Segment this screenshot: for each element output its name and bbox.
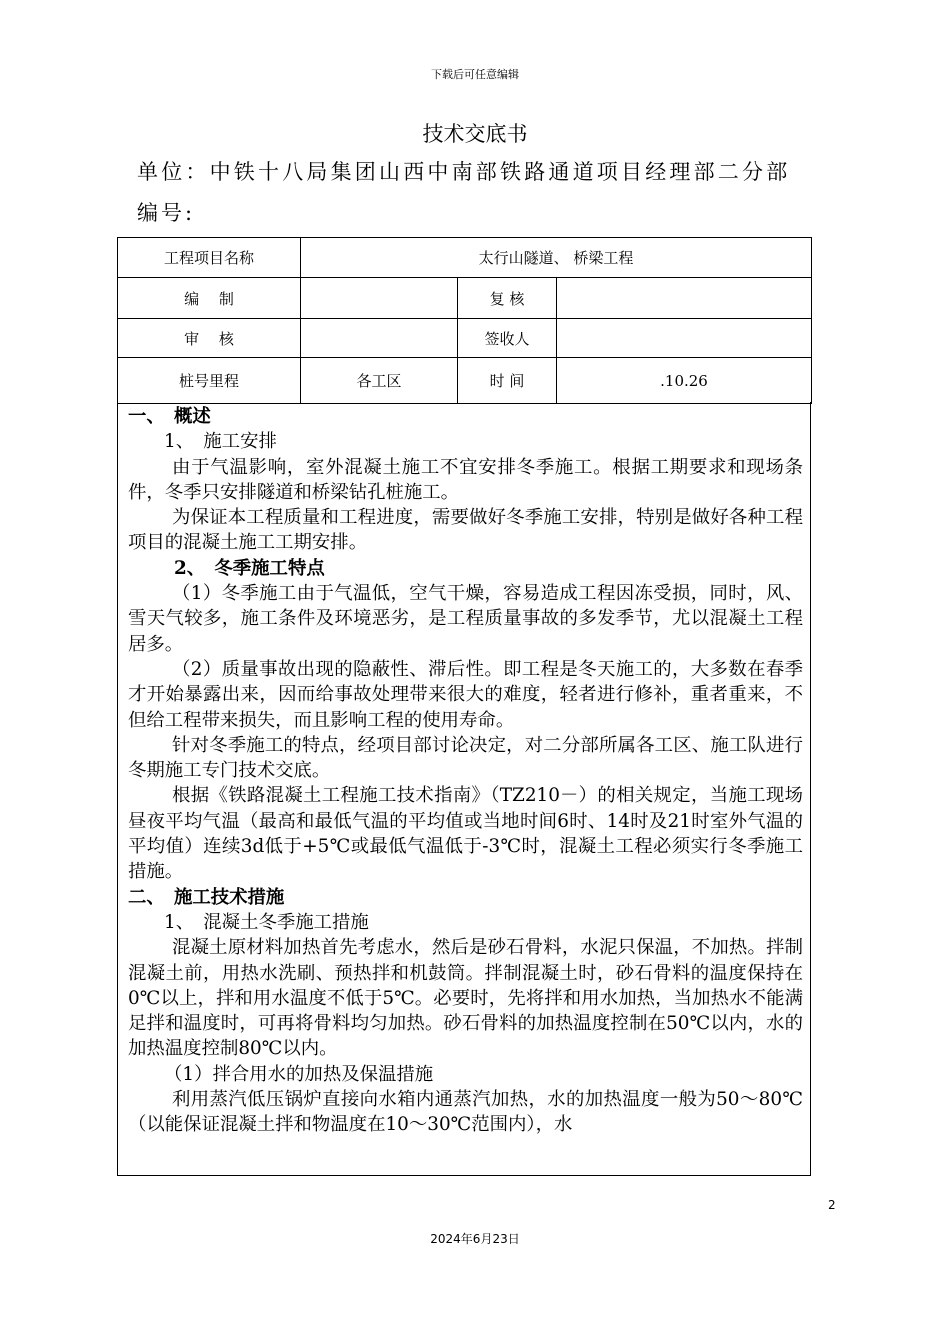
header-note: 下载后可任意编辑	[431, 68, 519, 81]
paragraph: 针对冬季施工的特点，经项目部讨论决定，对二分部所属各工区、施工队进行冬期施工专门技术交底。	[128, 734, 803, 782]
project-name-value: 太行山隧道、 桥梁工程	[301, 238, 812, 278]
section-heading: 一、 概述	[128, 406, 211, 427]
document-title: 技术交底书	[422, 122, 528, 146]
subsection-heading: 1、 混凝土冬季施工措施	[164, 911, 369, 933]
reviewed-by-label: 复 核	[458, 278, 557, 319]
footer-date: 2024年6月23日	[430, 1232, 520, 1246]
table-row	[118, 319, 812, 358]
paragraph: （1）冬季施工由于气温低，空气干燥，容易造成工程因冻受损，同时，风、雪天气较多，施工条件及环境恶劣，是工程质量事故的多发季节，尤以混凝土工程居多。	[128, 583, 803, 655]
paragraph: 根据《铁路混凝土工程施工技术指南》（TZ210－）的相关规定，当施工现场昼夜平均气温（最高和最低气温的平均值或当地时间6时、14时及21时室外气温的平均值）连续3d低于+5℃或最低气温低于-3℃时，混凝土工程必须实行冬季施工措施。	[128, 785, 803, 883]
paragraph: 为保证本工程质量和工程进度，需要做好冬季施工安排，特别是做好各种工程项目的混凝土施工工期安排。	[128, 507, 803, 554]
date-label: 时 间	[458, 358, 557, 404]
table-row	[118, 238, 812, 278]
reviewed-by-value	[557, 278, 812, 319]
mileage-value: 各工区	[301, 358, 458, 404]
received-by-value	[557, 319, 812, 358]
content-body	[128, 404, 803, 1138]
mileage-label: 桩号里程	[118, 358, 301, 404]
project-name-label: 工程项目名称	[118, 238, 301, 278]
page-number: 2	[828, 1198, 836, 1212]
paragraph: 利用蒸汽低压锅炉直接向水箱内通蒸汽加热，水的加热温度一般为50～80℃（以能保证混凝土拌和物温度在10～30℃范围内），水	[128, 1089, 803, 1136]
date-value: .10.26	[557, 358, 812, 404]
paragraph: 由于气温影响，室外混凝土施工不宜安排冬季施工。根据工期要求和现场条件，冬季只安排隧道和桥梁钻孔桩施工。	[128, 456, 803, 503]
number-line: 编号:	[137, 201, 196, 225]
approved-by-label: 审 核	[118, 319, 301, 358]
subsection-heading: 2、 冬季施工特点	[174, 557, 325, 579]
subsection-heading: （1）拌合用水的加热及保温措施	[164, 1063, 434, 1085]
section-heading: 二、 施工技术措施	[128, 886, 285, 908]
received-by-label: 签收人	[458, 319, 557, 358]
table-row	[118, 278, 812, 319]
subsection-heading: 1、 施工安排	[164, 431, 277, 453]
approved-by-value	[301, 319, 458, 358]
compiled-by-value	[301, 278, 458, 319]
unit-line: 单位：中铁十八局集团山西中南部铁路通道项目经理部二分部	[137, 160, 791, 184]
compiled-by-label: 编 制	[118, 278, 301, 319]
paragraph: 混凝土原材料加热首先考虑水，然后是砂石骨料，水泥只保温，不加热。拌制混凝土前，用热水洗刷、预热拌和机鼓筒。拌制混凝土时，砂石骨料的温度保持在0℃以上，拌和用水温度不低于5℃。必要时，先将拌和用水加热，当加热水不能满足拌和温度时，可再将骨料均匀加热。砂石骨料的加热温度控制在50℃以内，水的加热温度控制80℃以内。	[128, 937, 803, 1060]
paragraph: （2）质量事故出现的隐蔽性、滞后性。即工程是冬天施工的，大多数在春季才开始暴露出来，因而给事故处理带来很大的难度，轻者进行修补，重者重来，不但给工程带来损失，而且影响工程的使用寿命。	[128, 658, 803, 731]
info-table	[117, 237, 812, 404]
table-row	[118, 358, 812, 404]
